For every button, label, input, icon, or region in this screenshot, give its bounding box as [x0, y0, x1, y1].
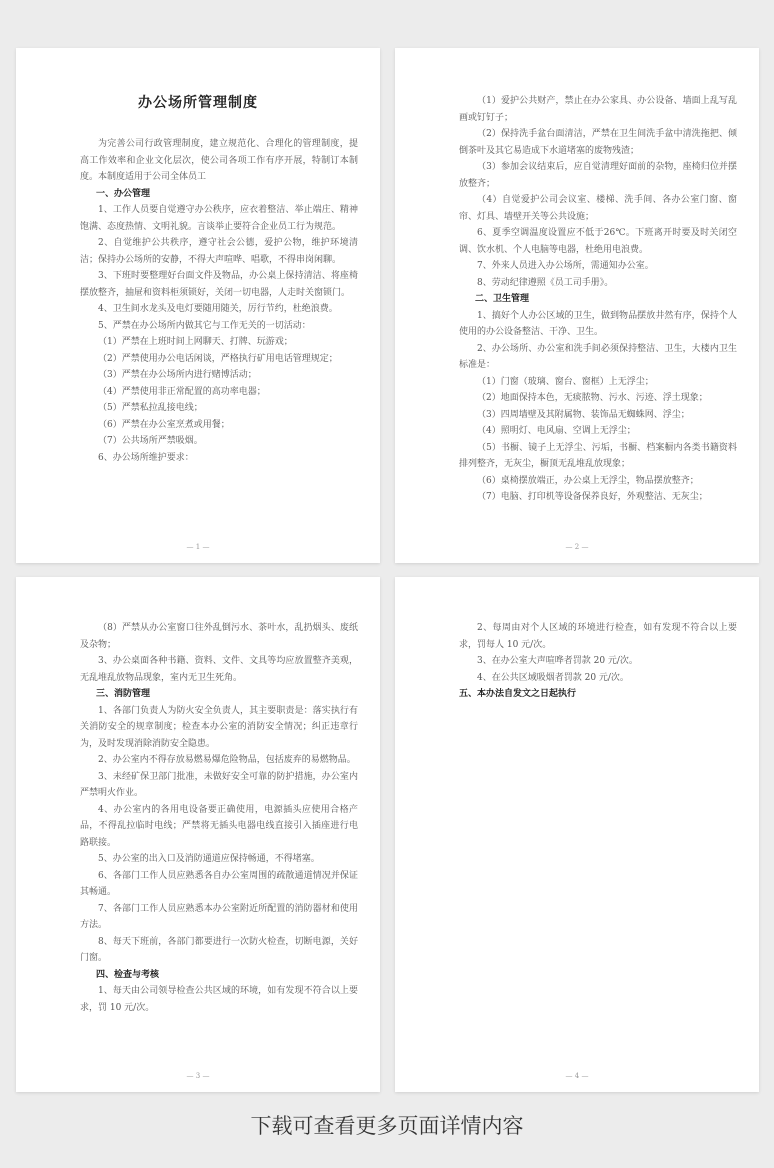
- list-item: 6、各部门工作人员应熟悉各自办公室周围的疏散通道情况并保证其畅通。: [80, 870, 358, 897]
- page-body: [80, 620, 358, 1016]
- sub-item: （6）严禁在办公室烹煮或用餐；: [98, 419, 230, 430]
- sub-item: （4）照明灯、电风扇、空调上无浮尘；: [477, 426, 636, 436]
- page-body: [80, 136, 358, 466]
- sub-item: （1）门窗（玻璃、窗台、窗框）上无浮尘；: [477, 376, 654, 387]
- sub-item: （5）书橱、镜子上无浮尘、污垢，书橱、档案橱内各类书籍资料排列整齐，无灰尘，橱顶无乱堆乱放现象；: [459, 442, 737, 469]
- sub-item: （3）参加会议结束后，应自觉清理好面前的杂物，座椅归位并摆放整齐；: [459, 162, 737, 189]
- section-heading: 四、检查与考核: [96, 969, 160, 980]
- list-item: 5、办公室的出入口及消防通道应保持畅通，不得堵塞。: [98, 854, 320, 864]
- list-item: 1、工作人员要自觉遵守办公秩序，应衣着整洁、举止端庄、精神饱满、态度热情、文明礼貌。言谈举止要符合企业员工行为规范。: [80, 205, 358, 232]
- document-page-2: [395, 48, 759, 563]
- list-item: 3、未经矿保卫部门批准，未做好安全可靠的防护措施，办公室内严禁明火作业。: [80, 771, 358, 798]
- page-number: — 2 —: [565, 543, 589, 551]
- list-item: 3、在办公室大声喧哗者罚款 20 元/次。: [477, 656, 638, 666]
- list-item: 3、办公桌面各种书籍、资料、文件、文具等均应放置整齐美观，无乱堆乱放物品现象，室内无卫生死角。: [80, 656, 358, 683]
- section-heading: 二、卫生管理: [475, 294, 530, 304]
- sub-item: （8）严禁从办公室窗口往外乱倒污水、茶叶水，乱扔烟头、废纸及杂物；: [80, 623, 358, 650]
- list-item: 6、办公场所维护要求：: [98, 452, 194, 463]
- list-item: 2、每周由对个人区域的环境进行检查，如有发现不符合以上要求，罚每人 10 元/次。: [459, 623, 737, 650]
- intro-paragraph: 为完善公司行政管理制度，建立规范化、合理化的管理制度，提高工作效率和企业文化层次，使公司各项工作有序开展，特制订本制度。本制度适用于公司全体员工: [80, 139, 358, 182]
- page-number: — 3 —: [186, 1072, 210, 1080]
- list-item: 1、各部门负责人为防火安全负责人，其主要职责是：落实执行有关消防安全的规章制度；检查本办公室的消防安全情况；纠正违章行为，及时发现消除消防安全隐患。: [80, 705, 358, 749]
- sub-item: （7）公共场所严禁吸烟。: [98, 436, 203, 446]
- sub-item: （4）自觉爱护公司会议室、楼梯、洗手间、各办公室门窗、窗帘、灯具、墙壁开关等公共设施；: [459, 195, 737, 222]
- sub-item: （4）严禁使用非正常配置的高功率电器；: [98, 386, 266, 397]
- document-title: 办公场所管理制度: [138, 95, 258, 111]
- document-page-4: [395, 577, 759, 1092]
- list-item: 7、外来人员进入办公场所，需通知办公室。: [477, 261, 654, 271]
- sub-item: （3）四周墙壁及其附属物、装饰品无蜘蛛网、浮尘；: [477, 409, 690, 420]
- list-item: 4、办公室内的各用电设备要正确使用，电源插头应使用合格产品，不得乱拉临时电线；严禁将无插头电器电线直接引入插座进行电路联接。: [80, 804, 358, 848]
- sub-item: （1）爱护公共财产，禁止在办公家具、办公设备、墙面上乱写乱画或钉钉子；: [459, 96, 737, 123]
- sub-item: （3）严禁在办公场所内进行赌博活动；: [98, 370, 257, 380]
- section-heading: 三、消防管理: [96, 689, 151, 699]
- section-heading: 一、办公管理: [96, 188, 151, 199]
- sub-item: （6）桌椅摆放端正，办公桌上无浮尘，物品摆放整齐；: [477, 475, 699, 486]
- sub-item: （7）电脑、打印机等设备保养良好，外观整洁、无灰尘；: [477, 492, 708, 502]
- list-item: 1、每天由公司领导检查公共区域的环境，如有发现不符合以上要求，罚 10 元/次。: [80, 986, 358, 1013]
- list-item: 2、自觉维护公共秩序，遵守社会公德，爱护公物，维护环境清洁；保持办公场所的安静，不得大声喧哗、唱歌，不得串岗闲聊。: [80, 238, 358, 265]
- list-item: 8、每天下班前，各部门都要进行一次防火检查，切断电源，关好门窗。: [80, 936, 358, 963]
- list-item: 4、卫生间水龙头及电灯要随用随关，厉行节约，杜绝浪费。: [98, 304, 338, 314]
- list-item: 4、在公共区域吸烟者罚款 20 元/次。: [477, 672, 629, 683]
- list-item: 3、下班时要整理好台面文件及物品，办公桌上保持清洁、将座椅摆放整齐，抽屉和资料柜须锁好，关闭一切电器，人走时关窗锁门。: [80, 271, 358, 298]
- page-number: — 1 —: [186, 543, 210, 551]
- list-item: 1、搞好个人办公区域的卫生，做到物品摆放井然有序，保持个人使用的办公设备整洁、干净、卫生。: [459, 310, 737, 337]
- list-item: 7、各部门工作人员应熟悉本办公室附近所配置的消防器材和使用方法。: [80, 903, 358, 930]
- sub-item: （1）严禁在上班时间上网聊天、打牌、玩游戏；: [98, 337, 293, 347]
- sub-item: （2）严禁使用办公电话闲谈，严格执行矿用电话管理规定；: [98, 353, 338, 364]
- list-item: 2、办公室内不得存放易燃易爆危险物品，包括废弃的易燃物品。: [98, 755, 356, 765]
- sub-item: （2）地面保持本色，无痰脓物、污水、污迹、浮土现象；: [477, 393, 708, 403]
- document-page-3: [16, 577, 380, 1092]
- page-number: — 4 —: [565, 1072, 589, 1080]
- download-more-caption[interactable]: 下载可查看更多页面详情内容: [250, 1114, 524, 1138]
- list-item: 6、夏季空调温度设置应不低于26℃。下班离开时要及时关闭空调、饮水机、个人电脑等电器，杜绝用电浪费。: [459, 228, 737, 255]
- list-item: 5、严禁在办公场所内做其它与工作无关的一切活动：: [98, 320, 311, 331]
- document-page-1: [16, 48, 380, 563]
- section-heading: 五、本办法自发文之日起执行: [459, 689, 577, 699]
- page-body: [459, 93, 737, 506]
- list-item: 8、劳动纪律遵照《员工司手册》。: [477, 277, 614, 288]
- sub-item: （5）严禁私拉乱接电线；: [98, 403, 203, 413]
- page-body: [459, 620, 737, 703]
- sub-item: （2）保持洗手盆台面清洁，严禁在卫生间洗手盆中清洗拖把、倾倒茶叶及其它易造成下水道堵塞的废物残渣；: [459, 129, 737, 156]
- list-item: 2、办公场所、办公室和洗手间必须保持整洁、卫生，大楼内卫生标准是：: [459, 343, 737, 370]
